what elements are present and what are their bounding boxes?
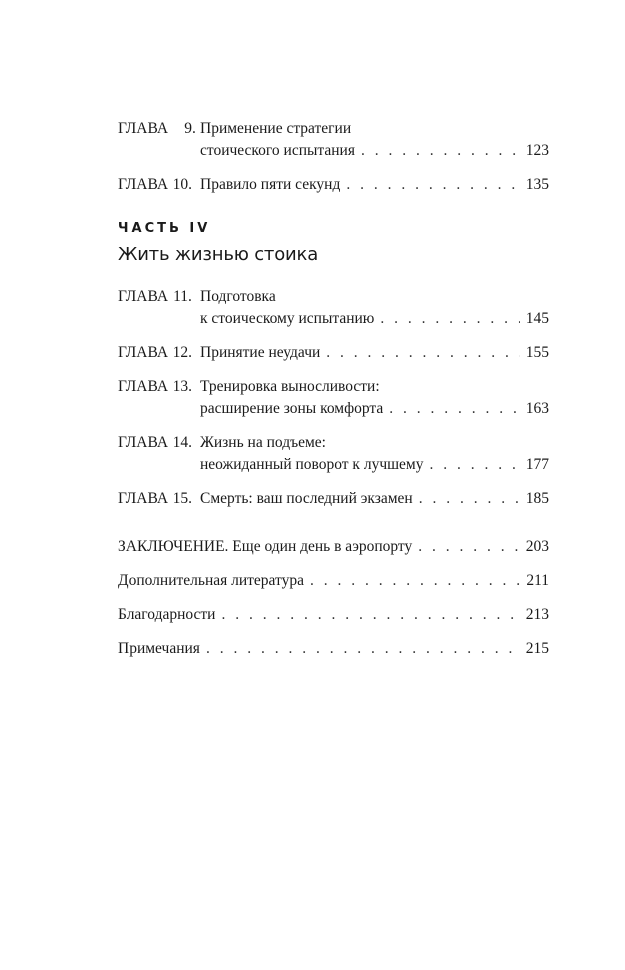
toc-entry-chapter-9[interactable] (118, 118, 549, 162)
page-number: 163 (525, 400, 549, 417)
part-title: Жить жизнью стоика (118, 244, 319, 265)
toc-entry-conclusion[interactable] (118, 536, 549, 558)
chapter-title-line: стоического испытания (200, 142, 355, 159)
entry-title: ЗАКЛЮЧЕНИЕ. Еще один день в аэропорту (118, 538, 413, 555)
table-of-contents (118, 118, 549, 672)
page-number: 123 (525, 142, 549, 159)
page-number: 155 (525, 344, 549, 361)
page-number: 177 (525, 456, 549, 473)
chapter-number: 11. (173, 288, 192, 305)
page-number: 213 (525, 606, 549, 623)
part-label: ЧАСТЬ IV (118, 221, 211, 236)
chapter-title-line: к стоическому испытанию (200, 310, 375, 327)
chapter-label: ГЛАВА 10. (118, 174, 192, 196)
chapter-title-line: Жизнь на подъеме: (200, 434, 326, 451)
toc-entry-chapter-10[interactable] (118, 174, 549, 196)
dot-leader (419, 488, 520, 510)
toc-entry-chapter-14[interactable] (118, 432, 549, 476)
dot-leader (221, 604, 519, 626)
dot-leader (418, 536, 519, 558)
chapter-title-line: Правило пяти секунд (200, 176, 341, 193)
dot-leader (380, 308, 519, 330)
page-number: 185 (525, 490, 549, 507)
part-heading (118, 220, 549, 268)
chapter-label: ГЛАВА 9. (118, 118, 196, 140)
chapter-title-line: неожиданный поворот к лучшему (200, 456, 424, 473)
chapter-label: ГЛАВА 12. (118, 342, 192, 364)
chapter-number: 13. (172, 378, 192, 395)
dot-leader (206, 638, 520, 660)
chapter-label: ГЛАВА 13. (118, 376, 192, 398)
page-number: 145 (525, 310, 549, 327)
toc-entry-chapter-12[interactable] (118, 342, 549, 364)
entry-title: Дополнительная литература (118, 572, 304, 589)
page-number: 135 (525, 176, 549, 193)
dot-leader (430, 454, 520, 476)
chapter-label: ГЛАВА 11. (118, 286, 192, 308)
chapter-number: 14. (172, 434, 192, 451)
chapter-title-line: Подготовка (200, 288, 276, 305)
chapter-number: 15. (172, 490, 192, 507)
chapter-number: 9. (184, 120, 196, 137)
dot-leader (389, 398, 519, 420)
entry-title: Благодарности (118, 606, 216, 623)
chapter-label: ГЛАВА 15. (118, 488, 192, 510)
chapter-number: 12. (172, 344, 192, 361)
entry-title: Примечания (118, 640, 200, 657)
chapter-title-line: Смерть: ваш последний экзамен (200, 490, 413, 507)
page-number: 203 (525, 538, 549, 555)
toc-entry-chapter-11[interactable] (118, 286, 549, 330)
dot-leader (361, 140, 520, 162)
chapter-label: ГЛАВА 14. (118, 432, 192, 454)
chapter-title-line: Применение стратегии (200, 120, 352, 137)
toc-entry-notes[interactable] (118, 638, 549, 660)
toc-entry-chapter-15[interactable] (118, 488, 549, 510)
toc-entry-chapter-13[interactable] (118, 376, 549, 420)
dot-leader (326, 342, 519, 364)
dot-leader (346, 174, 519, 196)
chapter-title-line: расширение зоны комфорта (200, 400, 384, 417)
toc-entry-further-reading[interactable] (118, 570, 549, 592)
page-number: 211 (526, 572, 549, 589)
section-gap (118, 522, 549, 536)
toc-entry-acknowledgements[interactable] (118, 604, 549, 626)
chapter-title-line: Тренировка выносливости: (200, 378, 380, 395)
dot-leader (310, 570, 520, 592)
chapter-title-line: Принятие неудачи (200, 344, 321, 361)
page-number: 215 (525, 640, 549, 657)
chapter-number: 10. (172, 176, 192, 193)
